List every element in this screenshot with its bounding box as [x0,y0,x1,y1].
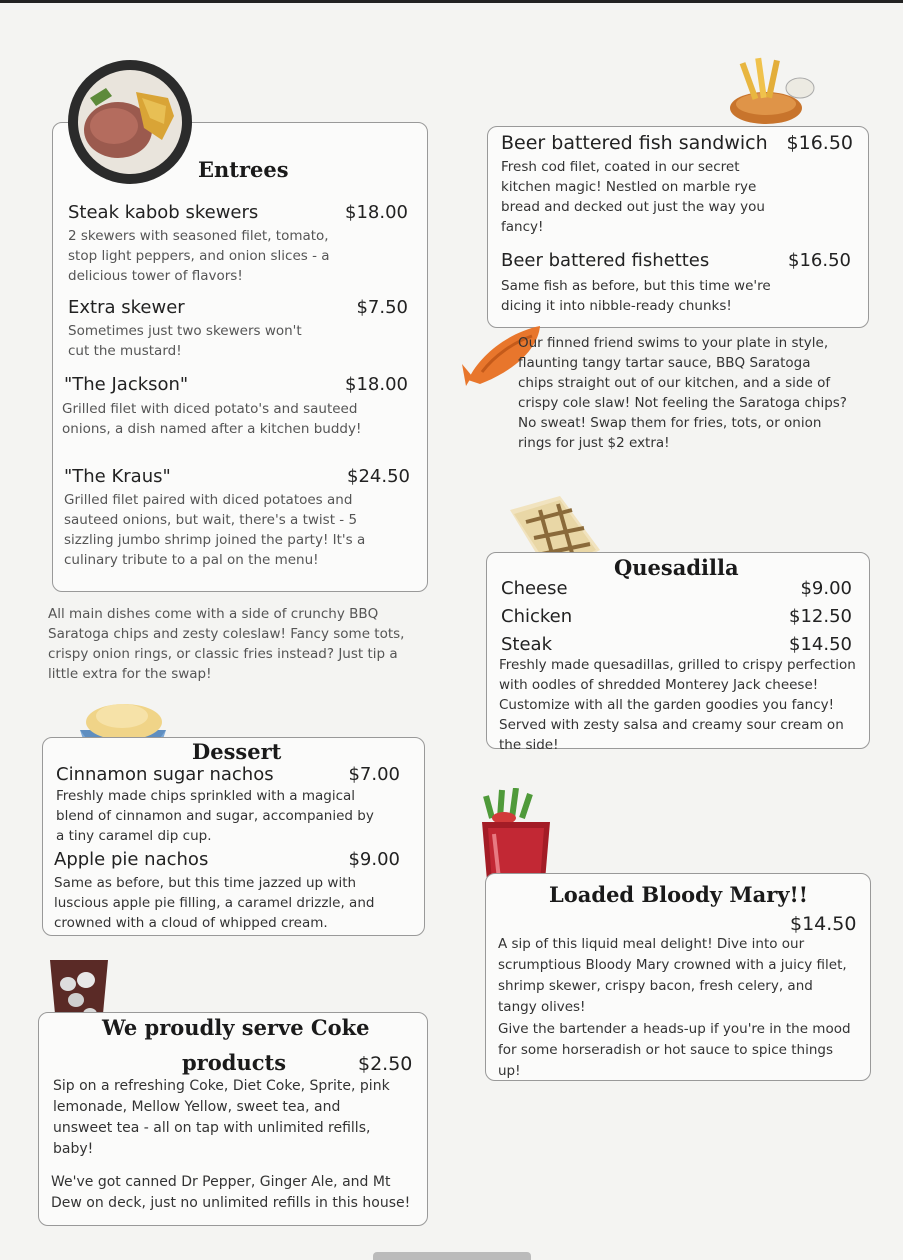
fish-item-row [501,132,853,154]
quesadilla-item-price: $12.50 [789,606,852,627]
quesadilla-item-row [501,634,852,655]
entree-item-price: $18.00 [345,374,408,395]
fish-item-price: $16.50 [788,250,851,271]
dessert-item-price: $9.00 [348,849,400,870]
bloody-mary-note: Give the bartender a heads-up if you're in the mood for some horseradish or hot sauce to spice things up! [498,1021,851,1079]
coke-note: We've got canned Dr Pepper, Ginger Ale, and Mt Dew on deck, just no unlimited refills in this house! [51,1174,411,1211]
fish-fries-icon [722,52,818,128]
entrees-note: All main dishes come with a side of crunchy BBQ Saratoga chips and zesty coleslaw! Fancy some tots, crispy onion rings, or classic fries instead? Just tip a little extra for the swap! [48,606,405,682]
entree-item-row [68,202,408,223]
entrees-heading: Entrees [198,157,289,182]
fish-item-desc: Fresh cod filet, coated in our secret kitchen magic! Nestled on marble rye bread and decked out just the way you fancy! [501,159,765,235]
dessert-item-name: Cinnamon sugar nachos [56,764,274,785]
coke-heading-line1: We proudly serve Coke [102,1015,370,1040]
fish-item-price: $16.50 [786,132,853,154]
dessert-heading: Dessert [192,739,282,764]
quesadilla-item-name: Cheese [501,578,568,599]
fish-note: Our finned friend swims to your plate in style, flaunting tangy tartar sauce, BBQ Saratoga chips straight out of our kitchen, and a side of crispy cole slaw! Not feeling the Saratoga chips? No sweat! Swap them for fries, tots, or onion rings for just $2 extra! [518,335,847,451]
entree-item-desc: Grilled filet paired with diced potatoes and sauteed onions, but wait, there's a twist - 5 sizzling jumbo shrimp joined the party! It's a culinary tribute to a pal on the menu! [64,492,366,568]
fish-item-name: Beer battered fishettes [501,250,710,271]
quesadilla-item-row [501,578,852,599]
entree-item-row [64,466,410,487]
dessert-item-desc: Freshly made chips sprinkled with a magical blend of cinnamon and sugar, accompanied by a tiny caramel dip cup. [56,788,374,844]
bloody-mary-heading: Loaded Bloody Mary!! [549,882,808,907]
quesadilla-desc: Freshly made quesadillas, grilled to crispy perfection with oodles of shredded Monterey Jack cheese! Customize with all the garden goodies you fancy! Served with zesty salsa and creamy sour cream on the side! [499,657,856,753]
fish-item-desc: Same fish as before, but this time we're dicing it into nibble-ready chunks! [501,278,771,314]
quesadilla-item-price: $9.00 [800,578,852,599]
dessert-item-desc: Same as before, but this time jazzed up with luscious apple pie filling, a caramel drizzle, and crowned with a cloud of whipped cream. [54,875,375,931]
entree-item-row [68,297,408,318]
entree-item-name: "The Jackson" [64,374,189,395]
quesadilla-item-name: Chicken [501,606,573,627]
top-edge [0,0,903,3]
entree-item-desc: 2 skewers with seasoned filet, tomato, stop light peppers, and onion slices - a delicious tower of flavors! [68,228,330,284]
entree-item-name: Steak kabob skewers [68,202,259,223]
entree-item-desc: Grilled filet with diced potato's and sauteed onions, a dish named after a kitchen buddy! [62,401,362,437]
coke-price: $2.50 [358,1053,413,1075]
steak-plate-icon [66,58,194,186]
entree-item-name: Extra skewer [68,297,185,318]
entree-item-row [64,374,408,395]
dessert-item-name: Apple pie nachos [54,849,209,870]
entree-item-price: $18.00 [345,202,408,223]
fish-item-row [501,250,851,271]
entree-item-name: "The Kraus" [64,466,171,487]
entree-item-desc: Sometimes just two skewers won't cut the mustard! [68,323,302,359]
coke-desc: Sip on a refreshing Coke, Diet Coke, Sprite, pink lemonade, Mellow Yellow, sweet tea, and unsweet tea - all on tap with unlimited refills, baby! [53,1078,390,1157]
quesadilla-item-row [501,606,852,627]
quesadilla-item-name: Steak [501,634,553,655]
entree-item-price: $7.50 [356,297,408,318]
scroll-handle[interactable] [373,1252,531,1260]
quesadilla-item-price: $14.50 [789,634,852,655]
dessert-item-price: $7.00 [348,764,400,785]
bloody-mary-price: $14.50 [790,913,857,935]
entree-item-price: $24.50 [347,466,410,487]
bloody-mary-desc: A sip of this liquid meal delight! Dive into our scrumptious Bloody Mary crowned with a juicy filet, shrimp skewer, crispy bacon, fresh celery, and tangy olives! [498,936,847,1015]
dessert-item-row [56,764,400,785]
quesadilla-heading: Quesadilla [614,555,739,580]
dessert-item-row [54,849,400,870]
fish-item-name: Beer battered fish sandwich [501,132,768,154]
coke-heading-line2: products [182,1050,287,1075]
